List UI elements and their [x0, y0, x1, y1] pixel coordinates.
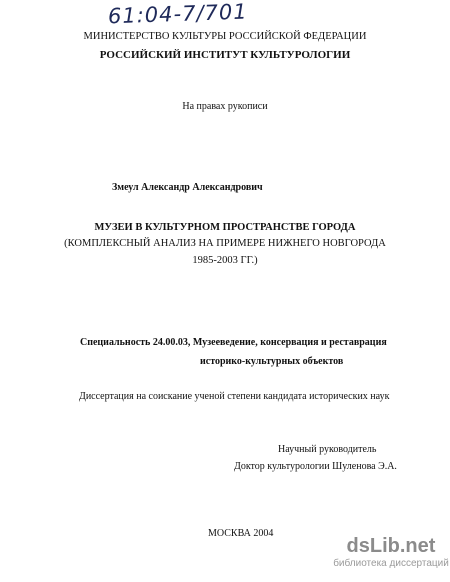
handwritten-archive-code: 61:04-7/701: [107, 0, 249, 29]
watermark-logo: dsLib.net: [346, 535, 436, 557]
supervisor-name: Доктор культурологии Шуленова Э.А.: [234, 461, 397, 472]
watermark: [332, 534, 450, 582]
dissertation-title: МУЗЕИ В КУЛЬТУРНОМ ПРОСТРАНСТВЕ ГОРОДА: [94, 222, 356, 233]
supervisor-label: Научный руководитель: [278, 444, 377, 455]
specialty-line: Специальность 24.00.03, Музееведение, консервация и реставрация: [80, 337, 387, 348]
dissertation-subtitle: (КОМПЛЕКСНЫЙ АНАЛИЗ НА ПРИМЕРЕ НИЖНЕГО НОВГОРОДА: [64, 238, 386, 249]
rights-note: На правах рукописи: [182, 101, 268, 112]
author-name: Змеул Александр Александрович: [112, 182, 263, 193]
institute-heading: РОССИЙСКИЙ ИНСТИТУТ КУЛЬТУРОЛОГИИ: [99, 49, 351, 61]
city-year: МОСКВА 2004: [208, 528, 274, 539]
degree-note: Диссертация на соискание ученой степени кандидата исторических наук: [79, 391, 390, 402]
specialty-line-continued: историко-культурных объектов: [200, 356, 344, 367]
ministry-heading: МИНИСТЕРСТВО КУЛЬТУРЫ РОССИЙСКОЙ ФЕДЕРАЦИИ: [83, 31, 367, 42]
dissertation-subtitle-years: 1985-2003 ГГ.): [192, 255, 258, 266]
watermark-subtitle: библиотека диссертаций: [333, 558, 449, 569]
